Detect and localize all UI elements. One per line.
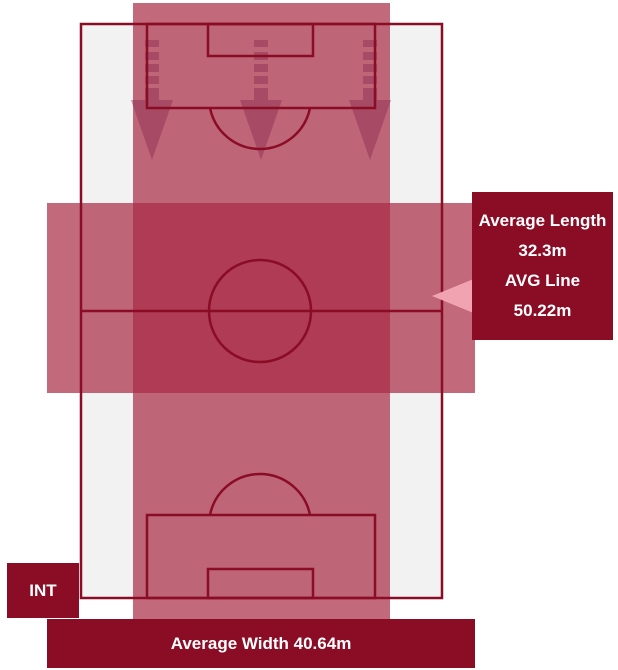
team-name: INT <box>29 580 57 600</box>
avg-line-value: 50.22m <box>513 301 572 320</box>
avg-line-title: AVG Line <box>504 271 581 290</box>
average-width-label <box>47 619 475 668</box>
team-badge <box>7 563 79 618</box>
average-length-text: Average Length 32.3m <box>478 211 607 260</box>
average-length-zone <box>47 203 475 393</box>
length-stats-box <box>472 192 613 340</box>
average-width-text: Average Width 40.64m <box>170 633 352 653</box>
